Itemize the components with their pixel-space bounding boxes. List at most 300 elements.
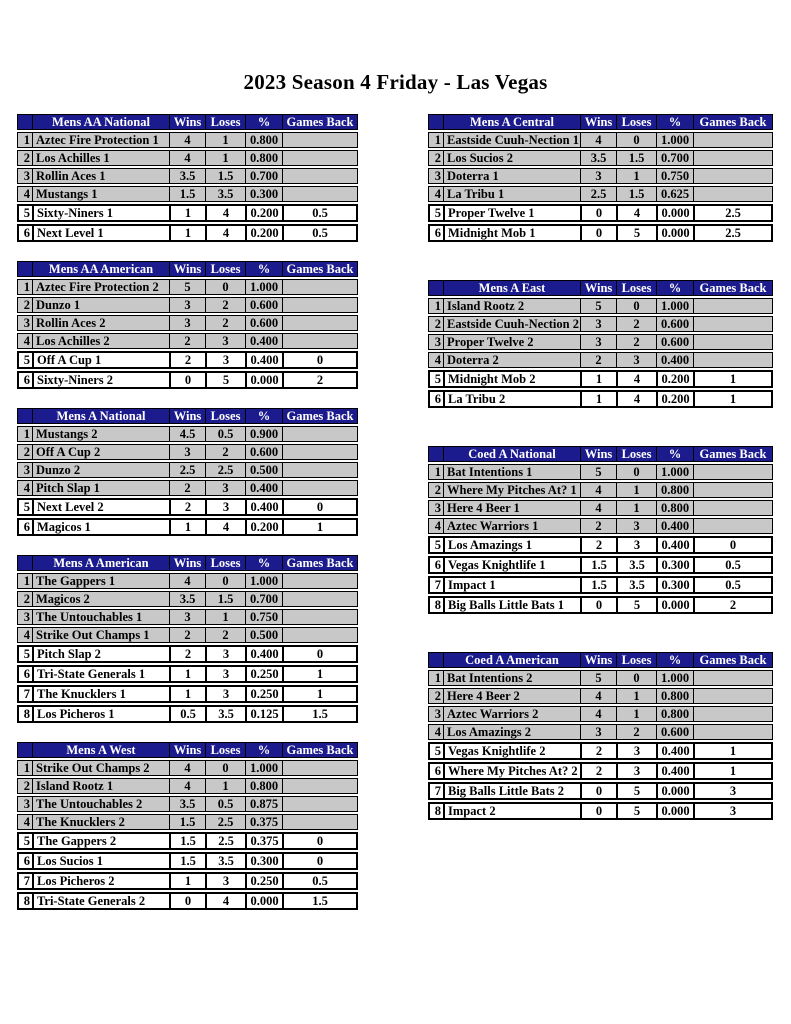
- table-row: [17, 814, 358, 830]
- games-back-cell: 0.5: [312, 206, 328, 220]
- header-wins: Wins: [170, 115, 206, 129]
- header-pct: %: [246, 556, 283, 570]
- loses-cell: 3: [617, 519, 657, 533]
- team-name: Bat Intentions 2: [444, 671, 581, 685]
- team-name: Magicos 2: [33, 592, 170, 606]
- rank-cell: 8: [19, 707, 34, 721]
- header-games-back: Games Back: [699, 115, 767, 129]
- rank-cell: 2: [18, 779, 33, 793]
- team-name: Tri-State Generals 1: [34, 667, 171, 681]
- games-back-cell: [283, 169, 357, 183]
- team-name: Strike Out Champs 1: [33, 628, 170, 642]
- pct-cell: 1.000: [657, 465, 694, 479]
- standings-table-coed-a-national: [428, 446, 773, 614]
- rank-cell: 5: [19, 353, 34, 367]
- games-back-cell: [694, 169, 772, 183]
- rank-cell: 7: [430, 784, 445, 798]
- wins-cell: 1: [171, 667, 207, 681]
- pct-cell: 0.800: [246, 133, 283, 147]
- loses-cell: 1: [617, 169, 657, 183]
- team-name: Where My Pitches At? 2: [445, 764, 582, 778]
- wins-cell: 5: [170, 280, 206, 294]
- games-back-cell: [694, 483, 772, 497]
- team-name: Aztec Fire Protection 2: [33, 280, 170, 294]
- pct-cell: 0.400: [657, 353, 694, 367]
- table-row: [17, 852, 358, 870]
- pct-cell: 0.375: [247, 834, 284, 848]
- header-wins: Wins: [170, 743, 206, 757]
- wins-cell: 4: [581, 501, 617, 515]
- rank-cell: 5: [430, 206, 445, 220]
- table-row: [17, 480, 358, 496]
- pct-cell: 1.000: [657, 671, 694, 685]
- header-wins: Wins: [581, 447, 617, 461]
- table-row: [17, 609, 358, 625]
- games-back-cell: [694, 353, 772, 367]
- games-back-cell: 0: [316, 500, 324, 514]
- team-name: Los Picheros 2: [34, 874, 171, 888]
- team-name: Magicos 1: [34, 520, 171, 534]
- loses-cell: 2: [206, 316, 246, 330]
- pct-cell: 0.000: [658, 598, 695, 612]
- games-back-cell: 3: [729, 784, 737, 798]
- team-name: Pitch Slap 2: [34, 647, 171, 661]
- team-name: The Untouchables 1: [33, 610, 170, 624]
- table-row: [17, 498, 358, 516]
- wins-cell: 0: [582, 226, 618, 240]
- pct-cell: 0.000: [658, 784, 695, 798]
- table-row: [17, 351, 358, 369]
- games-back-cell: [694, 519, 772, 533]
- games-back-cell: [283, 481, 357, 495]
- loses-cell: 2: [617, 725, 657, 739]
- wins-cell: 4: [170, 761, 206, 775]
- wins-cell: 1: [582, 372, 618, 386]
- wins-cell: 4.5: [170, 427, 206, 441]
- pct-cell: 0.600: [246, 298, 283, 312]
- table-row: [17, 705, 358, 723]
- team-name: La Tribu 1: [444, 187, 581, 201]
- pct-cell: 0.000: [658, 206, 695, 220]
- wins-cell: 2.5: [170, 463, 206, 477]
- table-row: [17, 426, 358, 442]
- games-back-cell: [283, 316, 357, 330]
- team-name: Next Level 1: [34, 226, 171, 240]
- wins-cell: 3.5: [170, 592, 206, 606]
- page-title: 2023 Season 4 Friday - Las Vegas: [243, 70, 548, 94]
- team-name: Los Amazings 2: [444, 725, 581, 739]
- team-name: Where My Pitches At? 1: [444, 483, 581, 497]
- rank-cell: 3: [429, 707, 444, 721]
- table-header-row: [17, 555, 358, 571]
- wins-cell: 3: [581, 725, 617, 739]
- team-name: Bat Intentions 1: [444, 465, 581, 479]
- wins-cell: 0.5: [171, 707, 207, 721]
- team-name: Here 4 Beer 2: [444, 689, 581, 703]
- rank-cell: 2: [429, 151, 444, 165]
- rank-cell: 5: [430, 372, 445, 386]
- team-name: The Knucklers 1: [34, 687, 171, 701]
- rank-cell: 7: [430, 578, 445, 592]
- table-row: [428, 224, 773, 242]
- games-back-cell: 0: [316, 854, 324, 868]
- division-title: Mens A East: [444, 281, 581, 295]
- games-back-cell: 0: [316, 834, 324, 848]
- header-pct: %: [657, 447, 694, 461]
- pct-cell: 0.400: [657, 519, 694, 533]
- games-back-cell: [694, 707, 772, 721]
- wins-cell: 2.5: [581, 187, 617, 201]
- pct-cell: 0.600: [657, 317, 694, 331]
- loses-cell: 3: [207, 500, 247, 514]
- pct-cell: 0.300: [658, 558, 695, 572]
- team-name: Los Sucios 2: [444, 151, 581, 165]
- games-back-cell: [283, 187, 357, 201]
- header-rank-cell: [429, 281, 444, 295]
- header-rank-cell: [429, 115, 444, 129]
- games-back-cell: 0: [729, 538, 737, 552]
- table-row: [428, 186, 773, 202]
- loses-cell: 2: [617, 335, 657, 349]
- rank-cell: 8: [430, 598, 445, 612]
- loses-cell: 3: [207, 667, 247, 681]
- games-back-cell: [283, 628, 357, 642]
- rank-cell: 1: [429, 133, 444, 147]
- pct-cell: 0.000: [247, 373, 284, 387]
- rank-cell: 2: [429, 483, 444, 497]
- left-tables-column: [17, 114, 358, 910]
- header-loses: Loses: [206, 743, 246, 757]
- rank-cell: 3: [18, 610, 33, 624]
- header-games-back: Games Back: [286, 262, 354, 276]
- table-row: [428, 762, 773, 780]
- loses-cell: 0: [617, 133, 657, 147]
- rank-cell: 3: [429, 335, 444, 349]
- pct-cell: 0.900: [246, 427, 283, 441]
- pct-cell: 0.400: [247, 647, 284, 661]
- header-loses: Loses: [617, 653, 657, 667]
- games-back-cell: [283, 427, 357, 441]
- games-back-cell: [694, 133, 772, 147]
- rank-cell: 2: [18, 151, 33, 165]
- team-name: Aztec Warriors 1: [444, 519, 581, 533]
- table-row: [17, 892, 358, 910]
- rank-cell: 6: [430, 392, 445, 406]
- loses-cell: 0: [206, 574, 246, 588]
- loses-cell: 1: [206, 151, 246, 165]
- pct-cell: 0.300: [658, 578, 695, 592]
- wins-cell: 2: [581, 353, 617, 367]
- loses-cell: 2: [206, 628, 246, 642]
- games-back-cell: [694, 187, 772, 201]
- games-back-cell: [283, 133, 357, 147]
- table-row: [428, 464, 773, 480]
- team-name: Big Balls Little Bats 1: [445, 598, 582, 612]
- table-row: [17, 832, 358, 850]
- rank-cell: 1: [429, 299, 444, 313]
- team-name: The Untouchables 2: [33, 797, 170, 811]
- table-row: [428, 150, 773, 166]
- loses-cell: 0: [617, 671, 657, 685]
- loses-cell: 3: [207, 874, 247, 888]
- team-name: Impact 1: [445, 578, 582, 592]
- rank-cell: 7: [19, 687, 34, 701]
- division-title: Coed A National: [444, 447, 581, 461]
- team-name: Big Balls Little Bats 2: [445, 784, 582, 798]
- rank-cell: 6: [19, 520, 34, 534]
- wins-cell: 1.5: [171, 834, 207, 848]
- table-row: [428, 724, 773, 740]
- loses-cell: 5: [618, 226, 658, 240]
- header-rank-cell: [18, 556, 33, 570]
- rank-cell: 2: [18, 298, 33, 312]
- team-name: La Tribu 2: [445, 392, 582, 406]
- team-name: The Gappers 1: [33, 574, 170, 588]
- rank-cell: 3: [18, 463, 33, 477]
- rank-cell: 3: [18, 797, 33, 811]
- table-row: [428, 500, 773, 516]
- table-row: [428, 536, 773, 554]
- table-row: [17, 186, 358, 202]
- loses-cell: 3.5: [618, 558, 658, 572]
- loses-cell: 1: [206, 133, 246, 147]
- table-row: [17, 279, 358, 295]
- division-title: Mens A West: [33, 743, 170, 757]
- wins-cell: 1.5: [582, 558, 618, 572]
- rank-cell: 5: [430, 744, 445, 758]
- loses-cell: 4: [207, 520, 247, 534]
- header-games-back: Games Back: [699, 447, 767, 461]
- team-name: The Knucklers 2: [33, 815, 170, 829]
- team-name: Los Picheros 1: [34, 707, 171, 721]
- wins-cell: 4: [170, 779, 206, 793]
- pct-cell: 0.700: [657, 151, 694, 165]
- rank-cell: 1: [18, 427, 33, 441]
- team-name: Doterra 1: [444, 169, 581, 183]
- games-back-cell: 2.5: [725, 226, 741, 240]
- table-header-row: [428, 114, 773, 130]
- header-loses: Loses: [617, 115, 657, 129]
- standings-table-coed-a-american: [428, 652, 773, 820]
- loses-cell: 5: [618, 598, 658, 612]
- standings-table-mens-a-east: [428, 280, 773, 408]
- pct-cell: 0.800: [657, 501, 694, 515]
- loses-cell: 1: [206, 779, 246, 793]
- table-row: [428, 576, 773, 594]
- wins-cell: 0: [582, 804, 618, 818]
- pct-cell: 0.000: [658, 226, 695, 240]
- rank-cell: 5: [19, 647, 34, 661]
- games-back-cell: 1: [729, 744, 737, 758]
- wins-cell: 1.5: [170, 187, 206, 201]
- loses-cell: 0.5: [206, 797, 246, 811]
- table-row: [428, 670, 773, 686]
- team-name: Doterra 2: [444, 353, 581, 367]
- games-back-cell: 0: [316, 353, 324, 367]
- header-games-back: Games Back: [286, 115, 354, 129]
- games-back-cell: [283, 761, 357, 775]
- rank-cell: 4: [18, 334, 33, 348]
- table-row: [17, 573, 358, 589]
- team-name: Midnight Mob 1: [445, 226, 582, 240]
- games-back-cell: [283, 610, 357, 624]
- wins-cell: 4: [170, 133, 206, 147]
- pct-cell: 0.400: [246, 481, 283, 495]
- wins-cell: 1: [171, 206, 207, 220]
- pct-cell: 1.000: [657, 133, 694, 147]
- rank-cell: 1: [18, 133, 33, 147]
- rank-cell: 6: [19, 373, 34, 387]
- table-row: [17, 132, 358, 148]
- pct-cell: 0.250: [247, 874, 284, 888]
- rank-cell: 2: [18, 592, 33, 606]
- table-row: [17, 685, 358, 703]
- header-rank-cell: [429, 447, 444, 461]
- table-header-row: [428, 652, 773, 668]
- table-row: [428, 782, 773, 800]
- loses-cell: 0: [206, 280, 246, 294]
- header-loses: Loses: [206, 262, 246, 276]
- table-row: [428, 204, 773, 222]
- team-name: Rollin Aces 2: [33, 316, 170, 330]
- table-row: [17, 778, 358, 794]
- wins-cell: 3.5: [170, 797, 206, 811]
- table-row: [428, 688, 773, 704]
- games-back-cell: [694, 465, 772, 479]
- games-back-cell: [694, 335, 772, 349]
- loses-cell: 3.5: [207, 854, 247, 868]
- division-title: Coed A American: [444, 653, 581, 667]
- wins-cell: 0: [582, 598, 618, 612]
- loses-cell: 4: [618, 392, 658, 406]
- team-name: Off A Cup 2: [33, 445, 170, 459]
- header-loses: Loses: [206, 115, 246, 129]
- table-row: [17, 760, 358, 776]
- pct-cell: 0.800: [657, 707, 694, 721]
- games-back-cell: 2: [729, 598, 737, 612]
- rank-cell: 3: [429, 501, 444, 515]
- pct-cell: 0.300: [246, 187, 283, 201]
- table-row: [17, 665, 358, 683]
- games-back-cell: 2: [316, 373, 324, 387]
- wins-cell: 2: [581, 519, 617, 533]
- loses-cell: 1.5: [617, 187, 657, 201]
- table-row: [428, 742, 773, 760]
- pct-cell: 0.875: [246, 797, 283, 811]
- team-name: Dunzo 1: [33, 298, 170, 312]
- team-name: Dunzo 2: [33, 463, 170, 477]
- rank-cell: 7: [19, 874, 34, 888]
- header-loses: Loses: [617, 281, 657, 295]
- header-pct: %: [246, 743, 283, 757]
- games-back-cell: 1: [729, 764, 737, 778]
- table-row: [428, 518, 773, 534]
- header-loses: Loses: [206, 409, 246, 423]
- header-rank-cell: [429, 653, 444, 667]
- division-title: Mens A Central: [444, 115, 581, 129]
- loses-cell: 3: [207, 647, 247, 661]
- loses-cell: 3: [618, 744, 658, 758]
- loses-cell: 3: [618, 538, 658, 552]
- pct-cell: 0.400: [658, 538, 695, 552]
- rank-cell: 4: [18, 481, 33, 495]
- pct-cell: 0.800: [657, 483, 694, 497]
- standings-table-mens-a-central: [428, 114, 773, 242]
- header-games-back: Games Back: [699, 281, 767, 295]
- team-name: Aztec Fire Protection 1: [33, 133, 170, 147]
- rank-cell: 5: [19, 206, 34, 220]
- pct-cell: 0.200: [658, 392, 695, 406]
- pct-cell: 0.300: [247, 854, 284, 868]
- standings-table-mens-aa-national: [17, 114, 358, 242]
- team-name: Sixty-Niners 2: [34, 373, 171, 387]
- header-rank-cell: [18, 743, 33, 757]
- games-back-cell: 1: [729, 372, 737, 386]
- standings-table-mens-a-national: [17, 408, 358, 536]
- wins-cell: 1.5: [171, 854, 207, 868]
- wins-cell: 2: [171, 353, 207, 367]
- table-row: [17, 796, 358, 812]
- wins-cell: 3: [170, 610, 206, 624]
- rank-cell: 5: [19, 500, 34, 514]
- rank-cell: 6: [19, 667, 34, 681]
- loses-cell: 4: [618, 206, 658, 220]
- pct-cell: 1.000: [246, 280, 283, 294]
- loses-cell: 2.5: [207, 834, 247, 848]
- pct-cell: 0.800: [246, 151, 283, 165]
- table-row: [17, 224, 358, 242]
- table-row: [428, 316, 773, 332]
- table-row: [17, 204, 358, 222]
- loses-cell: 4: [207, 206, 247, 220]
- team-name: Midnight Mob 2: [445, 372, 582, 386]
- header-wins: Wins: [170, 262, 206, 276]
- wins-cell: 4: [581, 133, 617, 147]
- wins-cell: 1: [171, 226, 207, 240]
- games-back-cell: 1.5: [312, 707, 328, 721]
- team-name: Eastside Cuuh-Nection 1: [444, 133, 581, 147]
- wins-cell: 1: [171, 874, 207, 888]
- table-header-row: [17, 261, 358, 277]
- team-name: Vegas Knightlife 2: [445, 744, 582, 758]
- table-row: [17, 371, 358, 389]
- table-row: [428, 556, 773, 574]
- pct-cell: 0.625: [657, 187, 694, 201]
- right-tables-column: [428, 114, 773, 820]
- wins-cell: 3.5: [170, 169, 206, 183]
- team-name: Strike Out Champs 2: [33, 761, 170, 775]
- games-back-cell: [283, 815, 357, 829]
- table-row: [17, 333, 358, 349]
- wins-cell: 5: [581, 671, 617, 685]
- loses-cell: 3: [207, 353, 247, 367]
- pct-cell: 0.375: [246, 815, 283, 829]
- table-row: [428, 132, 773, 148]
- rank-cell: 2: [429, 689, 444, 703]
- rank-cell: 1: [18, 574, 33, 588]
- rank-cell: 4: [429, 519, 444, 533]
- team-name: Los Sucios 1: [34, 854, 171, 868]
- rank-cell: 6: [19, 854, 34, 868]
- pct-cell: 0.125: [247, 707, 284, 721]
- loses-cell: 4: [618, 372, 658, 386]
- table-row: [428, 168, 773, 184]
- wins-cell: 3: [170, 445, 206, 459]
- loses-cell: 1.5: [206, 169, 246, 183]
- table-header-row: [17, 114, 358, 130]
- loses-cell: 3: [206, 334, 246, 348]
- team-name: Off A Cup 1: [34, 353, 171, 367]
